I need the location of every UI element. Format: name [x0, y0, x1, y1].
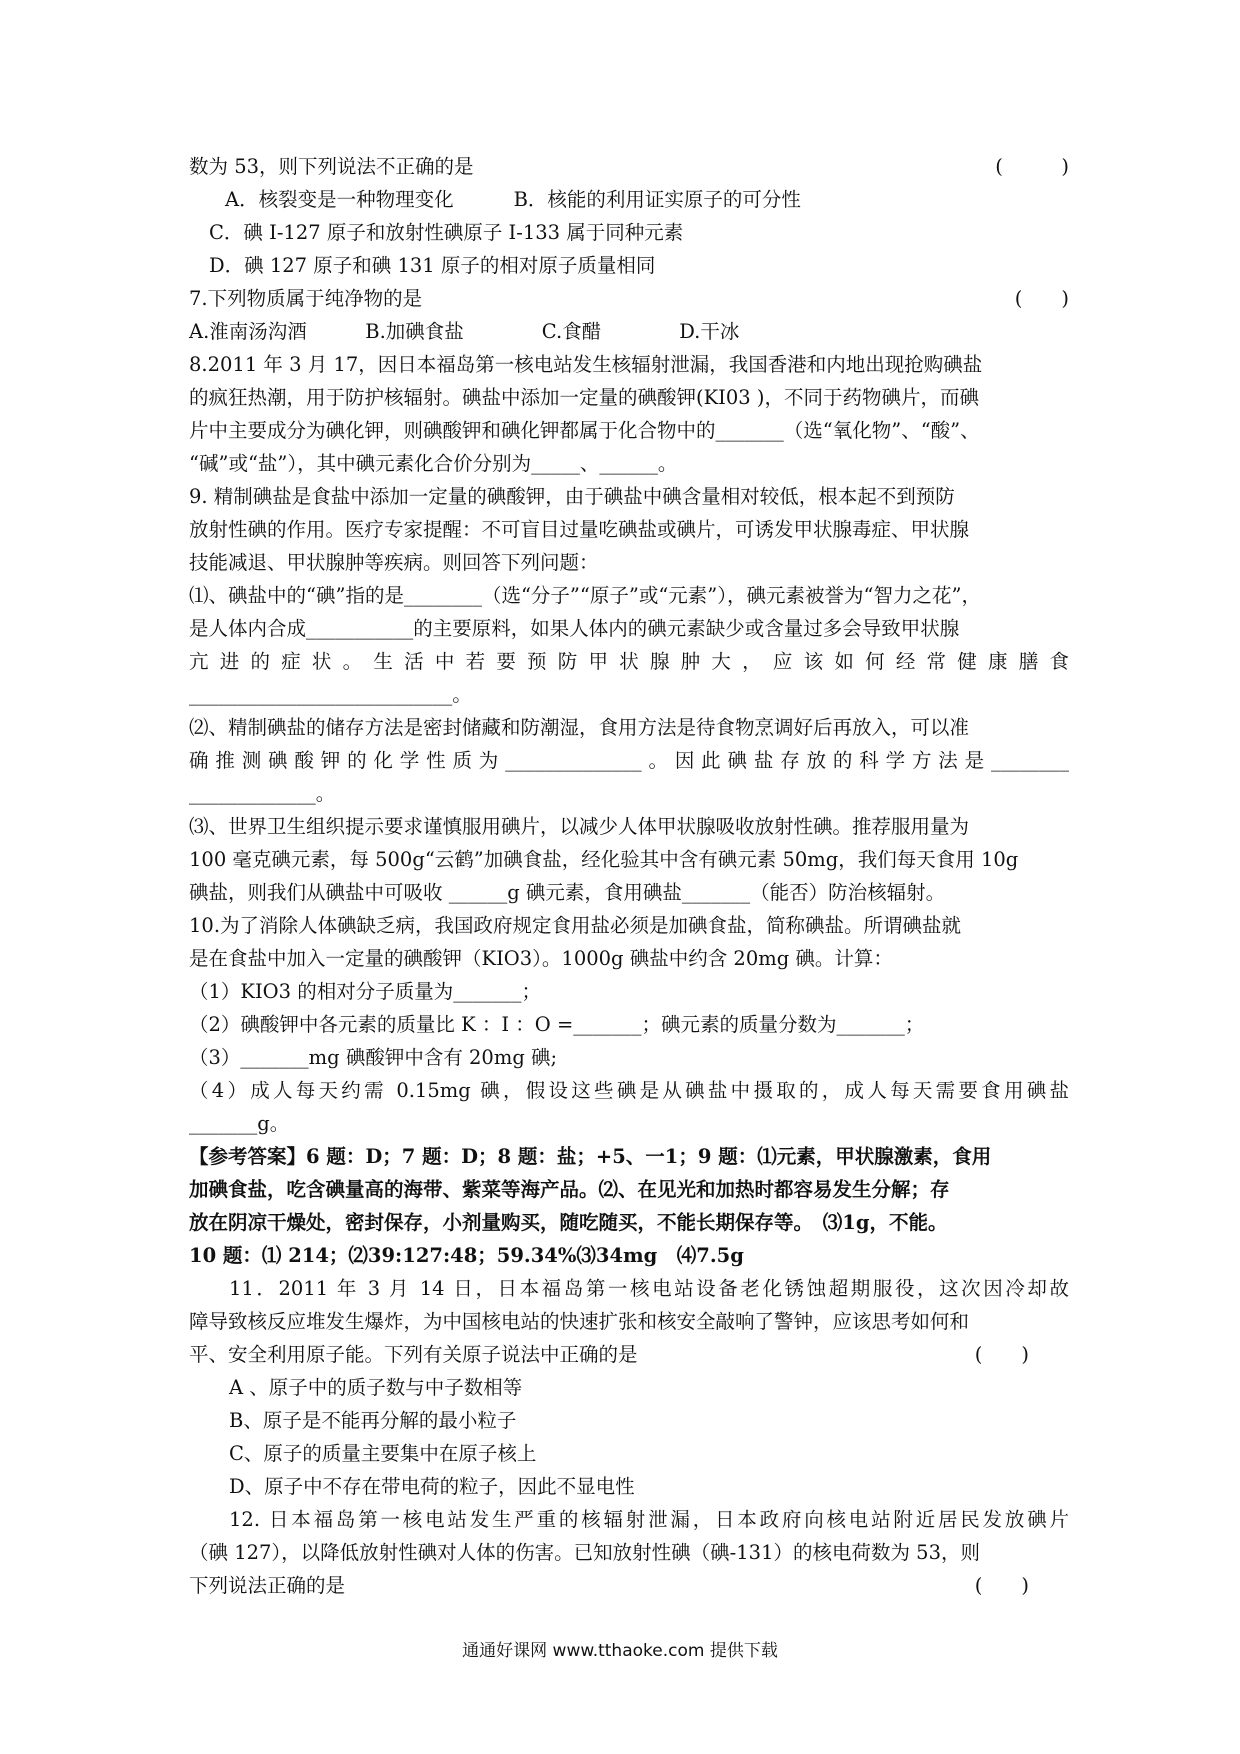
line-text: （1）KIO3 的相对分子质量为_______；: [189, 980, 542, 1003]
answer-parentheses: ( ): [974, 1343, 1029, 1366]
text-line: [189, 1173, 1069, 1206]
line-text: 平、安全利用原子能。下列有关原子说法中正确的是: [189, 1343, 638, 1366]
line-text: 障导致核反应堆发生爆炸，为中国核电站的快速扩张和核安全敲响了警钟，应该思考如何和: [189, 1310, 970, 1333]
text-line: [189, 777, 1069, 810]
line-text: 的疯狂热潮，用于防护核辐射。碘盐中添加一定量的碘酸钾(KI03 )，不同于药物碘片，而碘: [189, 386, 979, 409]
text-line: [189, 711, 1069, 744]
text-line: [189, 678, 1069, 711]
text-line: [189, 1338, 1069, 1371]
text-line: [189, 216, 1069, 249]
text-line: [189, 414, 1069, 447]
line-text: ___________________________。: [189, 683, 472, 706]
text-line: [189, 1272, 1069, 1305]
line-text: 11．2011 年 3 月 14 日，日本福岛第一核电站设备老化锈蚀超期服役，这次因冷却故: [229, 1277, 1069, 1300]
line-text: 是在食盐中加入一定量的碘酸钾（KIO3）。1000g 碘盐中约含 20mg 碘。计算：: [189, 947, 893, 970]
line-text: A.淮南汤沟酒 B.加碘食盐 C.食醋 D.干冰: [189, 320, 740, 343]
text-line: [189, 315, 1069, 348]
line-text: 10.为了消除人体碘缺乏病，我国政府规定食用盐必须是加碘食盐，简称碘盐。所谓碘盐就: [189, 914, 962, 937]
text-line: [189, 249, 1069, 282]
text-line: [189, 1404, 1069, 1437]
text-line: [189, 1239, 1069, 1272]
text-line: [189, 546, 1069, 579]
line-text: 放在阴凉干燥处，密封保存，小剂量购买，随吃随买，不能长期保存等。 ⑶1g，不能。: [189, 1211, 948, 1234]
text-line: [189, 975, 1069, 1008]
document-body: [189, 150, 1069, 1602]
answer-parentheses: ( ): [974, 1574, 1029, 1597]
line-text: B、原子是不能再分解的最小粒子: [229, 1409, 517, 1432]
line-text: （4）成人每天约需 0.15mg 碘，假设这些碘是从碘盐中摄取的，成人每天需要食用碘盐: [189, 1079, 1069, 1102]
line-text: D．碘 127 原子和碘 131 原子的相对原子质量相同: [209, 254, 656, 277]
text-line: [189, 1206, 1069, 1239]
line-text: 技能减退、甲状腺肿等疾病。则回答下列问题：: [189, 551, 599, 574]
line-text: 100 毫克碘元素，每 500g“云鹤”加碘食盐，经化验其中含有碘元素 50mg，我们每天食用 10g: [189, 848, 1019, 871]
line-text: 片中主要成分为碘化钾，则碘酸钾和碘化钾都属于化合物中的_______（选“氧化物”、“酸”、: [189, 419, 980, 442]
text-line: [189, 1437, 1069, 1470]
line-text: 7.下列物质属于纯净物的是: [189, 287, 423, 310]
line-text: 9. 精制碘盐是食盐中添加一定量的碘酸钾，由于碘盐中碘含量相对较低，根本起不到预防: [189, 485, 955, 508]
text-line: [189, 1503, 1069, 1536]
text-line: [189, 909, 1069, 942]
line-text: （3）_______mg 碘酸钾中含有 20mg 碘;: [189, 1046, 558, 1069]
line-text: ⑴、碘盐中的“碘”指的是________（选“分子”“原子”或“元素”），碘元素被誉为“智力之花”，: [189, 584, 981, 607]
line-text: 12. 日本福岛第一核电站发生严重的核辐射泄漏，日本政府向核电站附近居民发放碘片: [229, 1508, 1069, 1531]
line-text: A 、原子中的质子数与中子数相等: [229, 1376, 523, 1399]
line-text: 是人体内合成___________的主要原料，如果人体内的碘元素缺少或含量过多会导致甲状腺: [189, 617, 960, 640]
text-line: [189, 150, 1069, 183]
line-text: D、原子中不存在带电荷的粒子，因此不显电性: [229, 1475, 635, 1498]
line-text: 10 题：⑴ 214；⑵39:127:48；59.34%⑶34mg ⑷7.5g: [189, 1244, 744, 1267]
text-line: [189, 1536, 1069, 1569]
line-text: 亢进的症状。生活中若要预防甲状腺肿大，应该如何经常健康膳食: [189, 650, 1069, 673]
text-line: [189, 1074, 1069, 1107]
text-line: [189, 1140, 1069, 1173]
line-text: 放射性碘的作用。医疗专家提醒：不可盲目过量吃碘盐或碘片，可诱发甲状腺毒症、甲状腺: [189, 518, 970, 541]
text-line: [189, 1569, 1069, 1602]
line-text: ⑶、世界卫生组织提示要求谨慎服用碘片，以减少人体甲状腺吸收放射性碘。推荐服用量为: [189, 815, 970, 838]
line-text: A．核裂变是一种物理变化: [225, 188, 454, 211]
text-line: [189, 183, 1069, 216]
line-text: 8.2011 年 3 月 17，因日本福岛第一核电站发生核辐射泄漏，我国香港和内地出现抢购碘盐: [189, 353, 983, 376]
line-text: “碱”或“盐”），其中碘元素化合价分别为_____、______。: [189, 452, 678, 475]
line-text: 碘盐，则我们从碘盐中可吸收 ______g 碘元素，食用碘盐_______（能否）防治核辐射。: [189, 881, 946, 904]
line-text: ⑵、精制碘盐的储存方法是密封储藏和防潮湿，食用方法是待食物烹调好后再放入，可以准: [189, 716, 970, 739]
line-text: _____________。: [189, 782, 336, 805]
text-line: [189, 1371, 1069, 1404]
line-text: 确推测碘酸钾的化学性质为______________。因此碘盐存放的科学方法是________: [189, 749, 1069, 772]
text-line: [189, 480, 1069, 513]
line-text: _______g。: [189, 1112, 290, 1135]
text-line: [189, 513, 1069, 546]
line-text: （碘 127），以降低放射性碘对人体的伤害。已知放射性碘（碘-131）的核电荷数为 53，则: [189, 1541, 980, 1564]
page-footer: 通通好课网 www.tthaoke.com 提供下载: [462, 1641, 778, 1661]
text-line: [189, 612, 1069, 645]
text-line: [189, 810, 1069, 843]
text-line: [189, 942, 1069, 975]
text-line: [189, 348, 1069, 381]
text-line: [189, 1107, 1069, 1140]
line-text: 加碘食盐，吃含碘量高的海带、紫菜等海产品。⑵、在见光和加热时都容易发生分解；存: [189, 1178, 950, 1201]
text-line: [189, 579, 1069, 612]
answer-parentheses: ( ): [1014, 287, 1069, 310]
line-text: C、原子的质量主要集中在原子核上: [229, 1442, 537, 1465]
line-text: C．碘 I-127 原子和放射性碘原子 I-133 属于同种元素: [209, 221, 684, 244]
text-line: [189, 381, 1069, 414]
line-text: 【参考答案】6 题：D；7 题：D；8 题：盐；+5、一1；9 题：⑴元素，甲状腺激素，食用: [189, 1145, 992, 1168]
answer-parentheses: ( ): [995, 155, 1069, 178]
text-line: [189, 282, 1069, 315]
text-line: [189, 843, 1069, 876]
text-line: [189, 744, 1069, 777]
text-line: [189, 1041, 1069, 1074]
text-line: [189, 1305, 1069, 1338]
line-text-option: B．核能的利用证实原子的可分性: [513, 188, 801, 211]
text-line: [189, 1470, 1069, 1503]
text-line: [189, 1008, 1069, 1041]
line-text: 数为 53，则下列说法不正确的是: [189, 155, 474, 178]
line-text: 下列说法正确的是: [189, 1574, 346, 1597]
text-line: [189, 645, 1069, 678]
text-line: [189, 876, 1069, 909]
text-line: [189, 447, 1069, 480]
line-text: （2）碘酸钾中各元素的质量比 K ：I ：O =_______；碘元素的质量分数为_______；: [189, 1013, 925, 1036]
